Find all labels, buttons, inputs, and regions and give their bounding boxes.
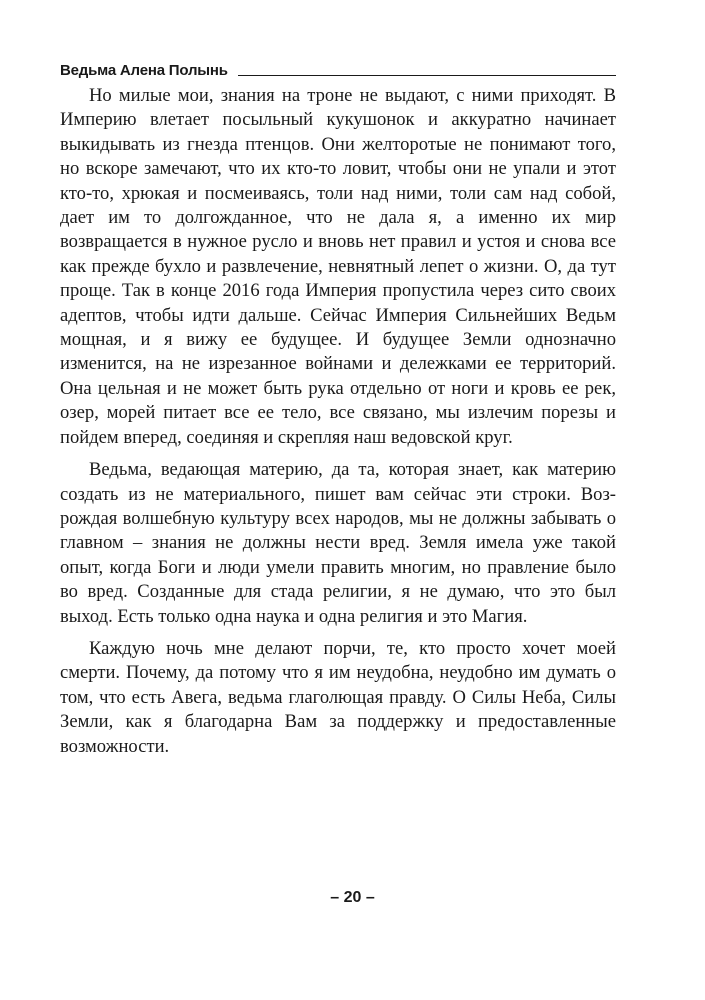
paragraph: Но милые мои, знания на троне не выдают, с ними приходят. В Империю влетает посыльный кукушонок и аккуратно начинает выкидывать из гнезда птенцов. Они желторотые не понимают того, но вскоре замечают, что их кто-то ловит, чтобы они не упали и этот кто-то, хрюкая и посмеиваясь, толи над ними, толи сам над собой, дает им то долгожданное, что не дала я, а именно их мир возвращается в нужное русло и вновь нет правил и устоя и снова все как прежде бухло и развлечение, невнятный лепет о жизни. О, да тут проще. Так в конце 2016 года Империя пропустила через сито своих адептов, чтобы идти дальше. Сейчас Империя Сильнейших Ведьм мощная, и я вижу ее будущее. И будущее Земли однозначно изменится, на не изрезанное войнами и дележками ее территорий. Она цельная и не может быть рука отдельно от ноги и кровь ее рек, озер, морей питает все ее тело, все связано, мы излечим порезы и пойдем вперед, соединяя и скрепляя наш ведовской круг. [60,85,616,448]
running-header [60,58,616,80]
page-number: – 20 – [330,889,375,906]
paragraph: Каждую ночь мне делают порчи, те, кто просто хочет моей смерти. Почему, да потому что я им неудобна, неудобно им думать о том, что есть Авега, ведьма глаголющая правду. О Силы Неба, Силы Земли, как я благодарна Вам за поддержку и предоставленные возможности. [60,637,616,757]
header-rule [238,75,616,76]
paragraph: Ведьма, ведающая материю, да та, которая знает, как материю создать из не материального, пишет вам сейчас эти строки. Возрождая волшебную культуру всех народов, мы не должны забывать о главном – знания не должны нести вред. Земля имела уже такой опыт, когда Боги и люди умели править многим, но правление было во вред. Созданные для стада религии, я не думаю, что это был выход. Есть только одна наука и одна религия и это Магия. [60,459,616,627]
body-text [60,84,616,767]
running-title: Ведьма Алена Полынь [60,62,228,79]
